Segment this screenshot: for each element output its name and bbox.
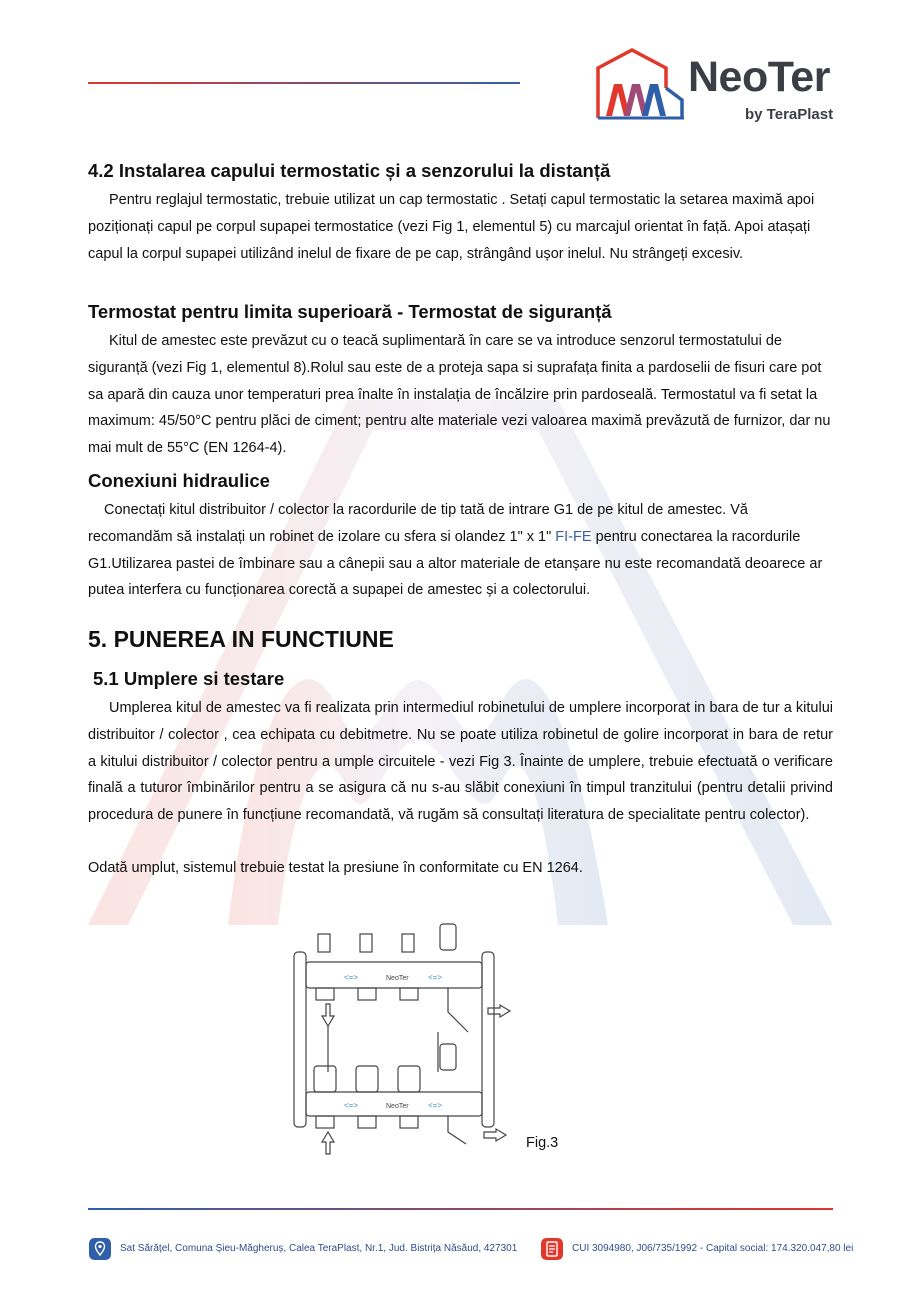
fi-fe-highlight: FI-FE <box>555 528 592 545</box>
outlet-arrow-icon <box>484 1129 506 1141</box>
figure-caption: Fig.3 <box>526 1135 559 1151</box>
footer-address: Sat Sărățel, Comuna Șieu-Măgheruș, Calea TeraPlast, Nr.1, Jud. Bistrița Năsăud, 427301 <box>120 1243 518 1254</box>
svg-text:<=>: <=> <box>344 973 359 982</box>
bottom-bar-label: NeoTer <box>386 1103 409 1110</box>
section-4-2-body: Pentru reglajul termostatic, trebuie utilizat un cap termostatic . Setați capul termostatic la setarea maximă apoi poziționați capul pe corpul supapei termostatice (vezi Fig 1, elementul 5) cu marcajul orientat în față. Apoi atașați capul la corpul supapei utilizând inelul de fixare de pe cap, strângând ușor inelul. Nu strângeți excesiv. <box>88 192 815 262</box>
down-arrow-icon <box>322 1004 334 1026</box>
svg-text:<=>: <=> <box>428 1101 443 1110</box>
location-pin-icon <box>89 1238 111 1260</box>
section-5-1-body: Umplerea kitul de amestec va fi realizata prin intermediul robinetului de umplere incorporat in bara de tur a kitului distribuitor / colector , cea echipata cu debitmetre. Nu se poate utiliza robinetul de golire incorporat in bara de retur a kitului distribuitor / colector pentru a umple circuitele - vezi Fig 3. Înainte de umplere, trebuie efectuată o verificare finală a tuturor îmbinărilor pentru a se asigura că nu s-au slăbit conexiuni în timpul tranzitului (pentru detalii privind procedura de punere în funcțiune recomandată, vă rugăm să consultați literatura de specialitate pentru colector). <box>88 700 833 824</box>
section-limit-body: Kitul de amestec este prevăzut cu o teacă suplimentară în care se va introduce senzorul termostatului de siguranță (vezi Fig 1, elementul 8).Rolul sau este de a proteja sapa si suprafața finita a pardoselii de fisuri care pot sa apară din cauza unor temperaturi prea înalte în instalația de încălzire prin pardoseală. Termostatul va fi setat la maximum: 45/50°C pentru plăci de ciment; pentru alte materiale vezi valoarea maximă prevăzută de furnizor, dar nu mai mult de 55°C (EN 1264-4). <box>88 333 831 457</box>
section-hydraulic-title: Conexiuni hidraulice <box>88 470 270 491</box>
up-arrow-icon <box>322 1132 334 1154</box>
header-divider <box>88 82 520 84</box>
inlet-arrow-icon <box>488 1005 510 1017</box>
brand-name: NeoTer <box>688 53 830 101</box>
top-bar-label: NeoTer <box>386 975 409 982</box>
section-5-title: 5. PUNEREA IN FUNCTIUNE <box>88 626 394 652</box>
section-5-1-title: 5.1 Umplere si testare <box>93 668 285 689</box>
svg-text:<=>: <=> <box>344 1101 359 1110</box>
watermark-logo <box>88 380 833 930</box>
section-5-1-body-2: Odată umplut, sistemul trebuie testat la presiune în conformitate cu EN 1264. <box>88 860 583 876</box>
footer-company: CUI 3094980, J06/735/1992 - Capital social: 174.320.047,80 lei <box>572 1243 854 1254</box>
section-limit-title: Termostat pentru limita superioară - Termostat de siguranță <box>88 301 612 322</box>
svg-text:<=>: <=> <box>428 973 443 982</box>
manifold-figure <box>288 922 528 1157</box>
section-4-2-title: 4.2 Instalarea capului termostatic și a senzorului la distanță <box>88 160 611 181</box>
brand-sub: by TeraPlast <box>745 106 834 123</box>
footer-divider <box>88 1208 833 1210</box>
document-icon <box>541 1238 563 1260</box>
section-hydraulic-body: Conectați kitul distribuitor / colector la racordurile de tip tată de intrare G1 de pe kitul de amestec. Vă recomandăm să instalați un robinet de izolare cu sfera si olandez 1" x 1" FI-FE pentru conectarea la racordurile G1.Utilizarea pastei de îmbinare sau a cânepii sau a altor materiale de etanșare nu este recomandată deoarece ar putea interfera cu funcționarea corectă a supapei de amestec și a colectorului. <box>88 502 823 599</box>
